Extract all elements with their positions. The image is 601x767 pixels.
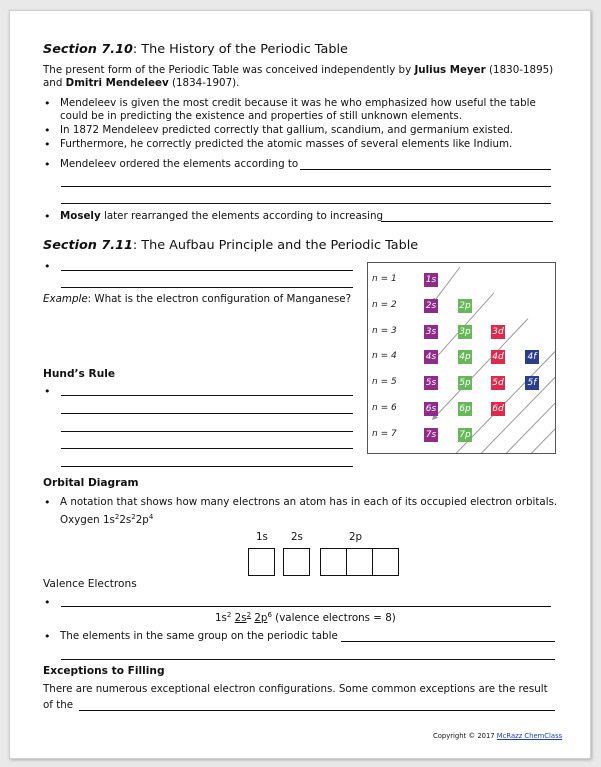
bullet-mosely	[60, 210, 383, 223]
bullet-ordered: Mendeleev ordered the elements according to	[60, 158, 299, 170]
orbital-4p: 4p	[459, 352, 471, 363]
config-part: 2s	[119, 514, 132, 526]
orbital-5s: 5s	[425, 378, 437, 389]
shell-label: n = 5	[372, 377, 397, 388]
orbital-label-2p: 2p	[349, 531, 363, 543]
mosely-text: later rearranged the elements according to increasing	[100, 210, 384, 222]
answer-line[interactable]	[61, 270, 353, 271]
shell-label: n = 2	[372, 299, 397, 310]
shell-label: n = 7	[372, 428, 397, 439]
bullet-credit-l2: could be in predicting the existence and properties of still unknown elements.	[60, 110, 463, 122]
intro-and: and	[43, 77, 66, 89]
exceptions-line-1: There are numerous exceptional electron configurations. Some common exceptions are the result	[43, 683, 548, 695]
bullet-icon: •	[44, 124, 51, 137]
example-label: Example	[43, 293, 88, 305]
example-text: : What is the electron configuration of Manganese?	[87, 293, 352, 305]
bullet-icon: •	[44, 596, 51, 609]
exceptions-line-2: of the	[43, 699, 74, 711]
filling-arrow	[434, 319, 528, 418]
intro-line-1	[43, 64, 553, 77]
answer-line[interactable]	[79, 710, 555, 711]
bullet-credit-l1: Mendeleev is given the most credit because it was he who emphasized how useful the table	[60, 97, 536, 109]
copyright	[433, 732, 562, 740]
bullet-icon: •	[44, 158, 51, 171]
orbital-3p: 3p	[459, 326, 471, 337]
valence-heading: Valence Electrons	[43, 578, 137, 590]
aufbau-diagram	[367, 262, 556, 454]
orbital-label-1s: 1s	[256, 531, 268, 543]
superscript: 2	[246, 611, 252, 619]
section-title-text: : The Aufbau Principle and the Periodic Table	[132, 238, 419, 253]
superscript: 2	[114, 513, 120, 521]
section-7-10-title	[43, 42, 348, 57]
orbital-box-2p-z[interactable]	[372, 548, 399, 576]
orbital-6d: 6d	[492, 404, 504, 414]
superscript: 4	[148, 513, 154, 521]
orbital-3s: 3s	[425, 326, 437, 337]
orbital-4d: 4d	[492, 352, 504, 363]
answer-line[interactable]	[61, 431, 353, 432]
hunds-rule-heading: Hund’s Rule	[43, 368, 116, 380]
intro-text: The present form of the Periodic Table was conceived independently by	[43, 64, 415, 76]
example-question	[43, 293, 351, 306]
config-part: 2p	[135, 514, 149, 526]
orbital-7s: 7s	[425, 429, 437, 440]
orbital-2p: 2p	[459, 300, 471, 311]
bullet-icon: •	[44, 630, 51, 643]
superscript: 6	[267, 611, 272, 619]
bullet-masses: Furthermore, he correctly predicted the atomic masses of several elements like Indium.	[60, 138, 513, 150]
orbital-box-2s[interactable]	[283, 548, 310, 576]
orbital-7p: 7p	[459, 429, 471, 440]
neon-configuration	[215, 612, 396, 625]
shell-label: n = 3	[372, 325, 397, 336]
copyright-text: Copyright © 2017	[433, 732, 497, 740]
orbital-4s: 4s	[425, 352, 437, 363]
orbital-box-2p-x[interactable]	[320, 548, 347, 576]
shell-label: n = 6	[372, 403, 397, 413]
answer-line[interactable]	[381, 221, 553, 222]
oxygen-prefix: Oxygen 1s	[60, 514, 115, 526]
answer-line[interactable]	[61, 186, 551, 187]
answer-line[interactable]	[300, 169, 551, 170]
orbital-4f: 4f	[525, 350, 539, 364]
shell-label: n = 4	[372, 351, 397, 362]
mendeleev-name: Dmitri Mendeleev	[65, 77, 169, 89]
answer-line[interactable]	[61, 606, 551, 607]
answer-line[interactable]	[61, 287, 353, 288]
valence-group-bullet: The elements in the same group on the periodic table	[60, 630, 338, 642]
section-label: Section 7.11	[43, 238, 133, 253]
copyright-link[interactable]: McRazz ChemClass	[496, 732, 563, 740]
filling-arrow	[434, 422, 555, 453]
orbital-box-2p-y[interactable]	[346, 548, 373, 576]
orbital-5f: 5f	[525, 376, 539, 390]
bullet-icon: •	[44, 260, 51, 273]
answer-line[interactable]	[61, 413, 353, 414]
orbital-diagram-definition: A notation that shows how many electrons an atom has in each of its occupied electron orbitals.	[60, 496, 558, 508]
section-7-11-title	[43, 238, 418, 253]
shell-label: n = 1	[372, 274, 397, 284]
orbital-5d: 5d	[492, 378, 504, 389]
worksheet-page	[9, 10, 591, 759]
bullet-icon: •	[44, 496, 51, 509]
answer-line[interactable]	[341, 641, 555, 642]
config-part: 1s	[215, 612, 227, 624]
mosely-name: Mosely	[60, 210, 101, 222]
orbital-1s: 1s	[425, 275, 437, 285]
meyer-name: Julius Meyer	[414, 64, 486, 76]
exceptions-heading: Exceptions to Filling	[43, 665, 165, 677]
orbital-box-1s[interactable]	[248, 548, 275, 576]
meyer-dates: (1830-1895)	[485, 64, 554, 76]
oxygen-configuration	[60, 514, 153, 527]
bullet-icon: •	[44, 210, 51, 223]
bullet-icon: •	[44, 385, 51, 398]
bullet-icon: •	[44, 97, 51, 110]
config-part: 2p	[254, 612, 268, 624]
orbital-3d: 3d	[492, 326, 504, 337]
answer-line[interactable]	[61, 395, 353, 396]
orbital-6s: 6s	[425, 404, 437, 414]
orbital-diagram-heading: Orbital Diagram	[43, 477, 139, 489]
section-title-text: : The History of the Periodic Table	[132, 42, 348, 57]
valence-note: (valence electrons = 8)	[271, 612, 396, 624]
bullet-icon: •	[44, 138, 51, 151]
intro-line-2	[43, 77, 239, 90]
orbital-6p: 6p	[459, 404, 471, 414]
superscript: 2	[226, 611, 232, 619]
bullet-predicted: In 1872 Mendeleev predicted correctly that gallium, scandium, and germanium existed.	[60, 124, 514, 136]
superscript: 2	[131, 513, 136, 521]
config-part: 2s	[234, 612, 247, 624]
answer-line[interactable]	[61, 659, 555, 660]
orbital-5p: 5p	[459, 378, 471, 389]
orbital-2s: 2s	[425, 300, 437, 311]
answer-line[interactable]	[61, 448, 353, 449]
section-label: Section 7.10	[43, 42, 133, 57]
answer-line[interactable]	[61, 203, 551, 204]
orbital-label-2s: 2s	[291, 531, 303, 543]
mendeleev-dates: (1834-1907).	[168, 77, 240, 89]
answer-line[interactable]	[61, 466, 353, 467]
